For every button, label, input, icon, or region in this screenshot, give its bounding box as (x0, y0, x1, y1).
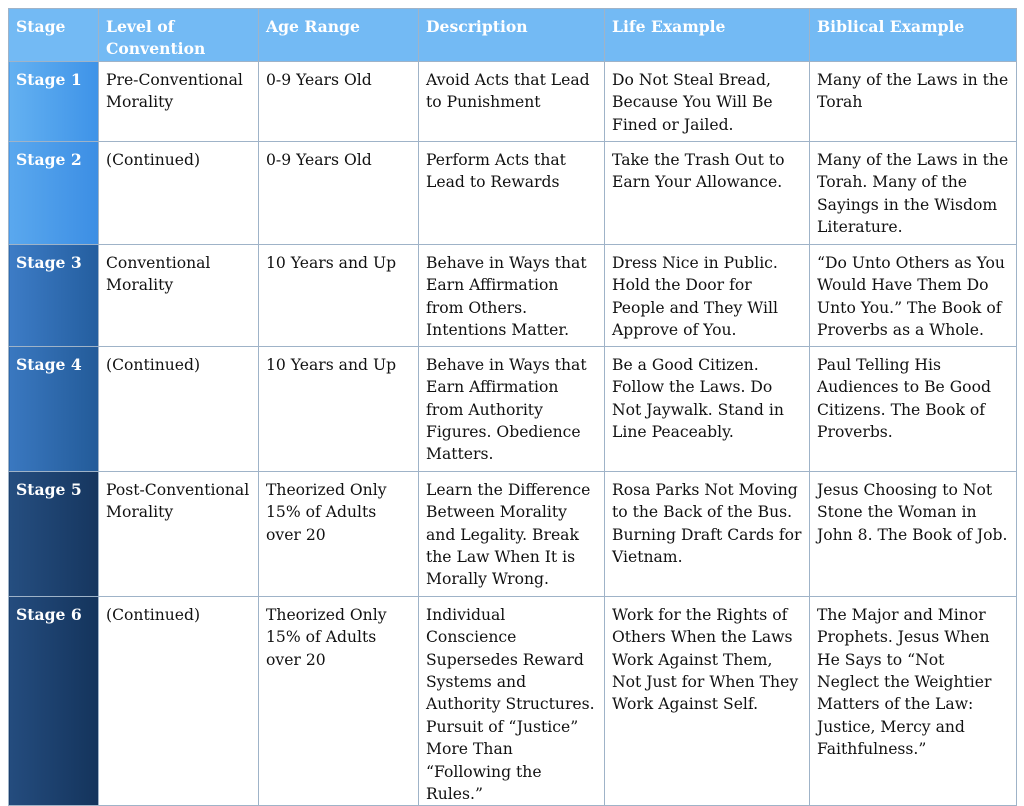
header-biblical-example: Biblical Example (810, 9, 1017, 62)
table-row (9, 141, 1017, 244)
description-cell: Avoid Acts that Lead to Punishment (419, 61, 605, 141)
stage-cell: Stage 1 (9, 61, 99, 141)
age-cell: Theorized Only 15% of Adults over 20 (259, 471, 419, 596)
stage-cell: Stage 5 (9, 471, 99, 596)
age-cell: 0-9 Years Old (259, 61, 419, 141)
table-row (9, 346, 1017, 471)
level-cell: (Continued) (99, 596, 259, 806)
life-example-cell: Do Not Steal Bread, Because You Will Be Fined or Jailed. (605, 61, 810, 141)
age-cell: 10 Years and Up (259, 244, 419, 346)
biblical-example-cell: Many of the Laws in the Torah. Many of the Sayings in the Wisdom Literature. (810, 141, 1017, 244)
age-cell: 0-9 Years Old (259, 141, 419, 244)
description-cell: Learn the Difference Between Morality and Legality. Break the Law When It is Morally Wrong. (419, 471, 605, 596)
header-life-example: Life Example (605, 9, 810, 62)
morality-stages-table (8, 8, 1017, 806)
stage-cell: Stage 4 (9, 346, 99, 471)
description-cell: Perform Acts that Lead to Rewards (419, 141, 605, 244)
biblical-example-cell: Jesus Choosing to Not Stone the Woman in John 8. The Book of Job. (810, 471, 1017, 596)
level-cell: Pre-Conventional Morality (99, 61, 259, 141)
life-example-cell: Rosa Parks Not Moving to the Back of the Bus. Burning Draft Cards for Vietnam. (605, 471, 810, 596)
table-row (9, 61, 1017, 141)
table-body (9, 61, 1017, 806)
age-cell: Theorized Only 15% of Adults over 20 (259, 596, 419, 806)
age-cell: 10 Years and Up (259, 346, 419, 471)
header-description: Description (419, 9, 605, 62)
stage-cell: Stage 6 (9, 596, 99, 806)
table-row (9, 596, 1017, 806)
biblical-example-cell: The Major and Minor Prophets. Jesus When He Says to “Not Neglect the Weightier Matters of the Law: Justice, Mercy and Faithfulness.” (810, 596, 1017, 806)
biblical-example-cell: “Do Unto Others as You Would Have Them Do Unto You.” The Book of Proverbs as a Whole. (810, 244, 1017, 346)
stage-cell: Stage 3 (9, 244, 99, 346)
biblical-example-cell: Paul Telling His Audiences to Be Good Citizens. The Book of Proverbs. (810, 346, 1017, 471)
life-example-cell: Take the Trash Out to Earn Your Allowance. (605, 141, 810, 244)
description-cell: Behave in Ways that Earn Affirmation from Others. Intentions Matter. (419, 244, 605, 346)
life-example-cell: Dress Nice in Public. Hold the Door for People and They Will Approve of You. (605, 244, 810, 346)
level-cell: Conventional Morality (99, 244, 259, 346)
table-row (9, 244, 1017, 346)
level-cell: Post-Conventional Morality (99, 471, 259, 596)
morality-stages-table-container (8, 8, 1016, 806)
description-cell: Individual Conscience Supersedes Reward Systems and Authority Structures. Pursuit of “Justice” More Than “Following the Rules.” (419, 596, 605, 806)
level-cell: (Continued) (99, 346, 259, 471)
header-age-range: Age Range (259, 9, 419, 62)
life-example-cell: Work for the Rights of Others When the Laws Work Against Them, Not Just for When They Work Against Self. (605, 596, 810, 806)
table-header (9, 9, 1017, 62)
stage-cell: Stage 2 (9, 141, 99, 244)
table-row (9, 471, 1017, 596)
header-stage: Stage (9, 9, 99, 62)
header-level-of-convention: Level of Convention (99, 9, 259, 62)
level-cell: (Continued) (99, 141, 259, 244)
biblical-example-cell: Many of the Laws in the Torah (810, 61, 1017, 141)
life-example-cell: Be a Good Citizen. Follow the Laws. Do Not Jaywalk. Stand in Line Peaceably. (605, 346, 810, 471)
header-row (9, 9, 1017, 62)
description-cell: Behave in Ways that Earn Affirmation from Authority Figures. Obedience Matters. (419, 346, 605, 471)
